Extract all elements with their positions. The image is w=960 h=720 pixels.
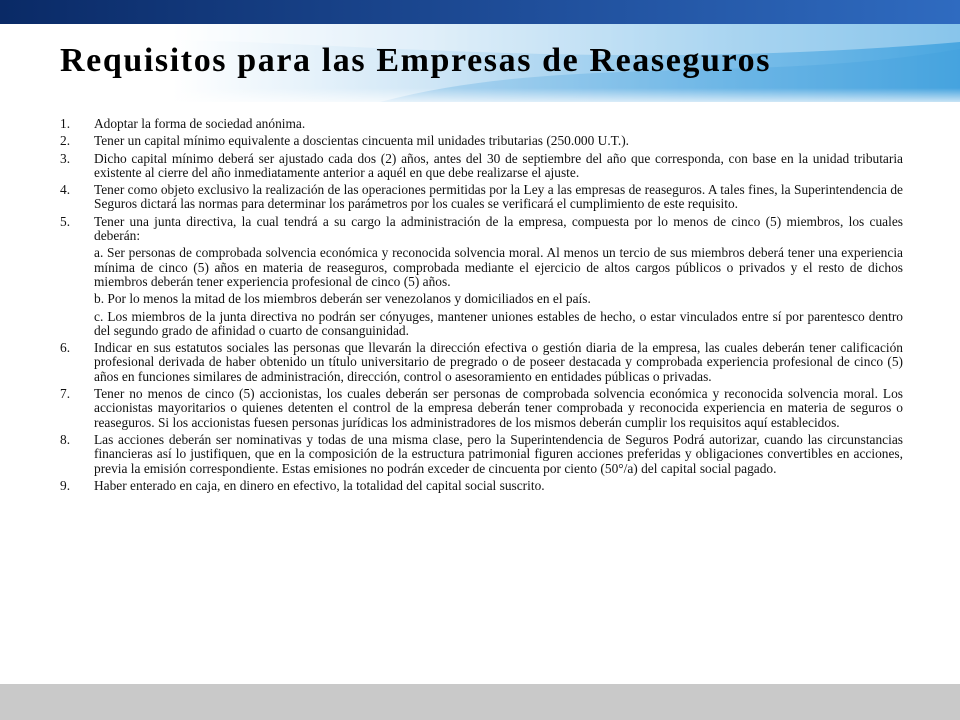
sub-item-b: b. Por lo menos la mitad de los miembros deberán ser venezolanos y domiciliados en el país. <box>94 291 591 307</box>
item-text: Dicho capital mínimo deberá ser ajustado cada dos (2) años, antes del 30 de septiembre del año que corresponda, con base en la unidad tributaria existente al cierre del año inmediatamente anterior a aquél en que debe realizarse el ajuste. <box>94 150 903 180</box>
item-text: Haber enterado en caja, en dinero en efectivo, la totalidad del capital social suscrito. <box>94 477 545 493</box>
item-text: Las acciones deberán ser nominativas y todas de una misma clase, pero la Superintendencia de Seguros Podrá autorizar, cuando las circunstancias financieras así lo justifiquen, que en la composición de la estructura patrimonial figuren acciones preferidas y obligaciones convertibles en acciones, previa la emisión correspondiente. Estas emisiones no podrán exceder de cincuenta por ciento (50°/a) del capital social pagado. <box>94 431 903 476</box>
list-item <box>60 152 903 181</box>
item-text: Indicar en sus estatutos sociales las personas que llevarán la dirección efectiva o gestión diaria de la empresa, las cuales deberán tener calificación profesional derivada de haber obtenido un título universitario de pregrado o de poseer destacada y comprobada experiencia profesional de cinco (5) años en funciones similares de administración, dirección, control o asesoramiento en entidades públicas o privadas. <box>94 340 903 384</box>
item-number: 5. <box>60 213 71 229</box>
requirements-list <box>60 117 903 493</box>
list-item <box>60 387 903 430</box>
item-number: 3. <box>60 150 71 166</box>
page-title: Requisitos para las Empresas de Reaseguros <box>60 42 772 79</box>
item-text: Tener una junta directiva, la cual tendrá a su cargo la administración de la empresa, compuesta por lo menos de cinco (5) miembros, los cuales deberán: <box>94 213 903 244</box>
list-item <box>60 134 903 148</box>
item-number: 7. <box>60 386 71 402</box>
list-item <box>60 433 903 476</box>
item-number: 4. <box>60 182 71 198</box>
item-text: Tener no menos de cinco (5) accionistas, los cuales deberán ser personas de comprobada solvencia económica y reconocida solvencia moral. Los accionistas mayoritarios o quienes detenten el control de la empresa deberán tener comprobada y reconocida experiencia en materia de seguros o reaseguros. Si los accionistas fuesen personas jurídicas los administradores de los mismos deberán cumplir los requisitos aquí establecidos. <box>94 386 903 430</box>
sub-item-c: c. Los miembros de la junta directiva no podrán ser cónyuges, mantener uniones estables de hecho, o estar vinculados entre sí por parentesco dentro del segundo grado de afinidad o cuarto de consanguinidad. <box>94 308 903 338</box>
list-item <box>60 341 903 384</box>
item-number: 1. <box>60 116 71 131</box>
item-text: Adoptar la forma de sociedad anónima. <box>94 116 306 131</box>
requirements-content <box>60 117 903 496</box>
item-number: 8. <box>60 431 71 447</box>
item-text: Tener como objeto exclusivo la realización de las operaciones permitidas por la Ley a las empresas de reaseguros. A tales fines, la Superintendencia de Seguros dictará las normas para determinar los parámetros por los cuales se verificará el cumplimiento de este requisito. <box>94 182 903 212</box>
list-item <box>60 479 903 493</box>
sub-item-a: a. Ser personas de comprobada solvencia económica y reconocida solvencia moral. Al menos un tercio de sus miembros deberá tener una experiencia mínima de cinco (5) años en materia de reaseguros, comprobada mediante el ejercicio de altos cargos públicos o privados y el resto de dichos miembros deberán tener experiencia profesional de cinco (5) años. <box>94 245 903 289</box>
list-item <box>60 117 903 131</box>
item-number: 2. <box>60 133 71 149</box>
item-text: Tener un capital mínimo equivalente a doscientas cincuenta mil unidades tributarias (250.000 U.T.). <box>94 133 630 149</box>
item-number: 9. <box>60 477 71 493</box>
item-number: 6. <box>60 340 71 356</box>
list-item <box>60 183 903 212</box>
list-item <box>60 215 903 338</box>
header-bar <box>0 0 960 24</box>
footer-bar <box>0 684 960 720</box>
